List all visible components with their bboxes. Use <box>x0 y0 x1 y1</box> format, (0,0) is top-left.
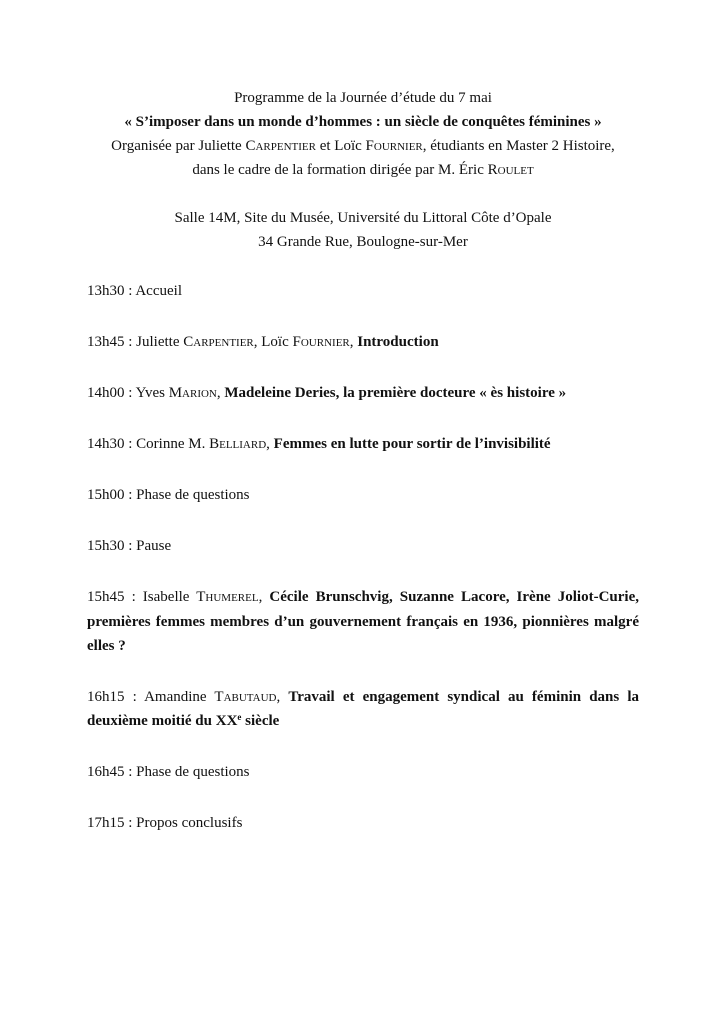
surname-rest: ournier <box>373 138 423 154</box>
item-text: Pause <box>136 538 172 554</box>
item-time: 14h30 <box>87 436 125 452</box>
comma: , <box>266 436 274 452</box>
speaker-first: Yves <box>135 385 169 401</box>
comma: , <box>349 334 358 350</box>
item-time: 13h30 <box>87 283 125 299</box>
organizers-prefix: Organisée par Juliette <box>111 138 246 154</box>
surname-rest: arpentier <box>255 138 316 154</box>
organizers-middle: et Loïc <box>315 138 366 154</box>
surname-initial: F <box>292 334 301 350</box>
surname-rest: abutaud <box>223 688 277 705</box>
surname-initial: M <box>168 385 183 401</box>
speaker-name <box>136 385 217 401</box>
schedule-item <box>87 381 639 406</box>
separator: : <box>124 589 143 605</box>
separator: : <box>124 538 137 554</box>
surname-rest: arpentier <box>193 334 254 350</box>
surname-initial: C <box>183 334 194 350</box>
venue-line: Salle 14M, Site du Musée, Université du Littoral Côte d’Opale <box>174 210 552 226</box>
talk-title: Madeleine Deries, la première docteure « ès histoire » <box>224 385 567 401</box>
item-time: 15h30 <box>87 538 125 554</box>
item-time: 15h00 <box>87 487 125 503</box>
item-time: 14h00 <box>87 385 125 401</box>
talk-title: Femmes en lutte pour sortir de l’invisibilité <box>273 436 551 452</box>
surname-initial: T <box>214 688 224 705</box>
surname-initial: T <box>196 589 206 605</box>
spacer <box>87 254 639 279</box>
item-time: 16h45 <box>87 763 125 780</box>
address-line: 34 Grande Rue, Boulogne-sur-Mer <box>258 234 468 250</box>
schedule-item <box>87 760 639 785</box>
title-text: siècle <box>241 713 280 729</box>
surname-rest: oulet <box>497 162 534 178</box>
item-time: 16h15 <box>87 688 125 705</box>
surname-rest: elliard <box>219 436 267 452</box>
schedule-item <box>87 432 639 457</box>
direction-prefix: dans le cadre de la formation dirigée par M. Éric <box>192 162 488 178</box>
comma: , <box>253 334 262 350</box>
item-text: Accueil <box>135 283 182 299</box>
speaker-name <box>136 334 254 350</box>
speaker-first: Loïc <box>261 334 293 350</box>
surname-rest: arion <box>182 385 217 401</box>
surname-rest: humerel <box>205 589 259 605</box>
speaker-name <box>136 436 266 452</box>
comma: , <box>258 589 270 605</box>
item-text: Phase de questions <box>136 487 250 503</box>
talk-title: Cécile Brunschvig, Suzanne Lacore, Irène Joliot-Curie, premières femmes membres d’un gouvernement français en 1936, pionnières malgré elles ? <box>87 589 639 654</box>
speaker-first: Isabelle <box>142 589 197 605</box>
separator: : <box>124 688 145 705</box>
separator: : <box>124 334 137 350</box>
separator: : <box>124 436 137 452</box>
speaker-name <box>143 589 259 605</box>
speaker-name <box>144 689 276 705</box>
organizers-suffix: , étudiants en Master 2 Histoire, <box>422 138 615 154</box>
event-title: « S’imposer dans un monde d’hommes : un siècle de conquêtes féminines » <box>124 114 602 130</box>
schedule-item <box>87 585 639 659</box>
surname-initial: F <box>365 138 374 154</box>
organizer-1-surname <box>245 138 316 154</box>
speaker-name <box>261 334 349 350</box>
surname-initial: B <box>209 436 220 452</box>
speaker-first: Juliette <box>136 334 184 350</box>
comma: , <box>216 385 225 401</box>
item-text: Propos conclusifs <box>136 814 243 831</box>
schedule-list <box>87 279 639 835</box>
separator: : <box>124 487 137 503</box>
item-time: 15h45 <box>87 589 125 605</box>
separator: : <box>124 763 137 780</box>
organizers-line <box>87 134 639 158</box>
schedule-item <box>87 811 639 836</box>
direction-line <box>87 158 639 182</box>
comma: , <box>276 688 289 705</box>
item-time: 17h15 <box>87 814 125 831</box>
surname-rest: ournier <box>300 334 350 350</box>
schedule-item <box>87 534 639 559</box>
schedule-item <box>87 279 639 304</box>
speaker-first: Amandine <box>144 688 215 705</box>
spacer <box>87 182 639 206</box>
surname-initial: C <box>245 138 256 154</box>
item-time: 13h45 <box>87 334 125 350</box>
programme-heading: Programme de la Journée d’étude du 7 mai <box>234 90 492 106</box>
separator: : <box>124 283 136 299</box>
speaker-first: Corinne M. <box>136 436 210 452</box>
schedule-item <box>87 685 639 734</box>
separator: : <box>124 385 136 401</box>
schedule-item <box>87 483 639 508</box>
organizer-2-surname <box>366 138 423 154</box>
document-page <box>87 86 639 862</box>
talk-title: Introduction <box>357 334 439 350</box>
separator: : <box>124 814 137 831</box>
title-text: Travail et engagement syndical au féminin dans la deuxième moitié du XX <box>87 688 639 729</box>
schedule-item <box>87 330 639 355</box>
item-text: Phase de questions <box>136 763 250 780</box>
surname-initial: R <box>487 162 498 178</box>
superscript: e <box>237 712 242 722</box>
